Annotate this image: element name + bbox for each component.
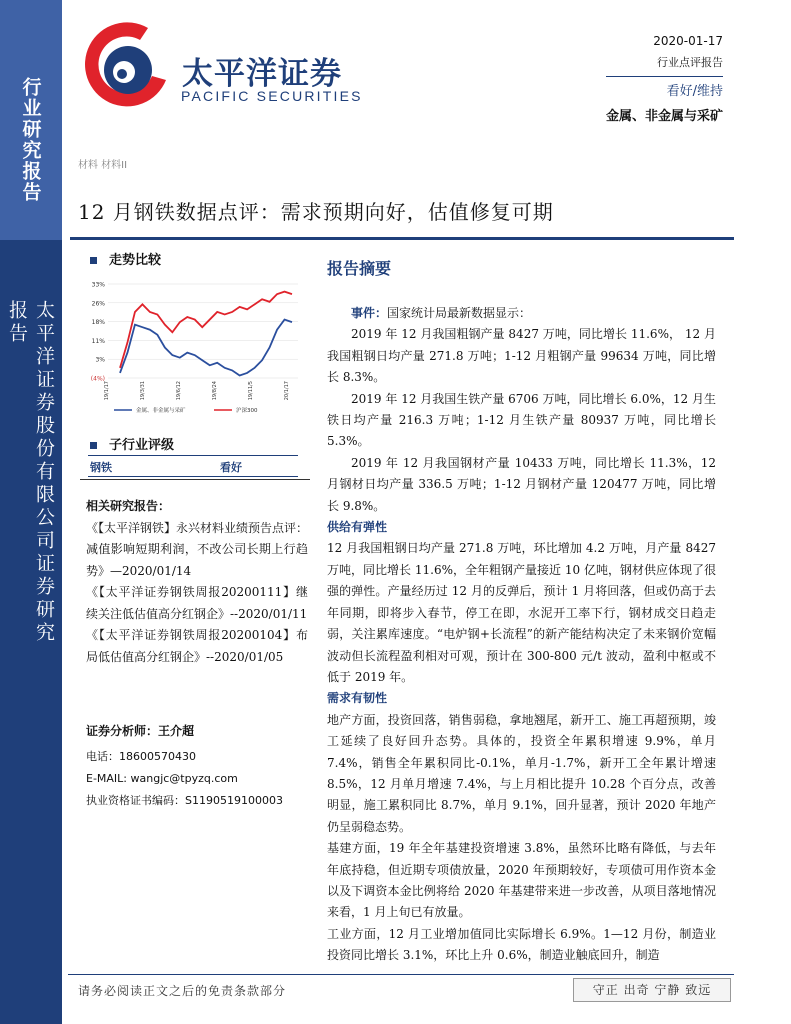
x-tick-label: 19/8/24 [212,381,218,401]
y-tick-label: 18% [91,319,105,327]
sub-industry-heading: 子行业评级 [90,434,174,453]
pacific-securities-logo [78,18,174,114]
square-bullet-icon [90,257,97,264]
steel-products-paragraph: 2019 年 12 月我国钢材产量 10433 万吨，同比增长 11.3%，12 月钢材日均产量 336.5 万吨；1-12 月钢材产量 120477 万吨，同比增长 9.8%。 [327,455,716,513]
related-report-item[interactable]: 《【太平洋证券钢铁周报20200111】继续关注低估值高分红钢企》--2020/01/11 [86,585,308,621]
report-title: 12 月钢铁数据点评：需求预期向好，估值修复可期 [78,200,554,224]
sub-industry-row [88,455,298,477]
company-vertical: 太平洋证券股份有限公司证券研究报告 [6,300,55,645]
analyst-info [86,720,308,812]
trend-chart [84,276,304,421]
y-tick-label: 26% [91,300,105,308]
infrastructure-paragraph: 基建方面，19 年全年基建投资增速 3.8%，虽然环比略有降低，与去年年底持稳，但近期专项债放量，2020 年预期较好，专项债可用作资本金以及下调资本金比例将给 2020 年基建带来进一步改善，从项目落地情况来看，1 月上旬已有放量。 [327,841,716,920]
real-estate-paragraph: 地产方面，投资回落，销售弱稳，拿地翘尾，新开工、施工再超预期，竣工延续了良好回升态势。具体的，投资全年累积增速 9.9%，单月 7.4%，销售全年累积同比-0.1%，单月-1.7%，新开工全年累计增速 8.5%，12 月单月增速 7.4%，与上月相比提升 10.28 个百分点，改善明显，施工累积同比 8.7%，单月 9.1%，回升显著，预计 2020 年地产仍呈弱稳态势。 [327,712,716,834]
supply-paragraph: 12 月我国粗钢日均产量 271.8 万吨，环比增加 4.2 万吨，月产量 8427 万吨，同比增长 11.6%，全年粗钢产量接近 10 亿吨，钢材供应体现了很强的弹性。产量经历过 12 月的反弹后，预计 1 月将回落，但或仍高于去年同期，即将步入春节，停工在即，水泥开工率下行，钢材成交日趋走弱，关注累库速度。“电炉钢+长流程”的新产能结构决定了未来钢价宽幅波动但长流程盈利相对可观，预计在 300-800 元/t 波动，盈利中枢或不低于 2019 年。 [327,541,716,684]
trend-heading: 走势比较 [90,249,161,268]
x-tick-label: 19/11/5 [248,381,254,401]
x-tick-label: 19/3/31 [140,381,146,401]
report-type-vertical: 行业研究报告 [19,77,42,203]
header-meta [606,34,723,124]
left-divider [80,479,310,480]
event-label: 事件： [351,306,388,320]
report-date: 2020-01-17 [653,34,723,48]
y-tick-label: 11% [91,337,105,345]
x-tick-label: 19/6/12 [176,381,182,401]
pig-iron-paragraph: 2019 年 12 月我国生铁产量 6706 万吨，同比增长 6.0%，12 月生铁日均产量 216.3 万吨；1-12 月生铁产量 80937 万吨，同比增长 5.3%。 [327,391,716,449]
industry-paragraph: 工业方面，12 月工业增加值同比实际增长 6.9%。1—12 月份，制造业投资同比增长 3.1%，环比上升 0.6%，制造业触底回升，制造 [327,926,716,963]
footer-divider [68,974,734,975]
report-kind: 行业点评报告 [657,56,723,69]
y-tick-label: (4%) [90,375,105,383]
brand-name-cn: 太平洋证券 [182,56,342,92]
sub-industry-name: 钢铁 [90,461,112,474]
square-bullet-icon [90,442,97,449]
demand-heading: 需求有韧性 [327,691,388,706]
y-tick-label: 3% [95,356,105,364]
summary-heading: 报告摘要 [327,259,392,278]
series-line [120,292,292,368]
related-reports [86,496,308,668]
company-motto: 守正 出奇 宁静 致远 [573,978,731,1002]
title-divider [70,237,734,240]
related-report-item[interactable]: 《【太平洋证券钢铁周报20200104】布局低估值高分红钢企》--2020/01/05 [86,628,308,664]
sub-industry-rating: 看好 [220,461,242,474]
legend-label: 金属、非金属与采矿 [136,408,186,414]
brand-name-en: PACIFIC SECURITIES [181,88,363,104]
industry-rating: 看好/维持 [606,76,723,99]
sector-name: 金属、非金属与采矿 [605,109,723,124]
summary-body [327,303,716,967]
legend-label: 沪深300 [236,408,258,414]
related-report-item[interactable]: 《【太平洋钢铁】永兴材料业绩预告点评：减值影响短期利润，不改公司长期上行趋势》—2020/01/14 [86,520,309,578]
disclaimer-note: 请务必阅读正文之后的免责条款部分 [78,984,287,998]
event-paragraph: 事件：国家统计局最新数据显示： [351,306,532,320]
analyst-license: 执业资格证书编码：S1190519100003 [86,794,283,807]
analyst-phone: 电话：18600570430 [86,750,196,763]
crude-steel-paragraph: 2019 年 12 月我国粗钢产量 8427 万吨，同比增长 11.6%， 12 月我国粗钢日均产量 271.8 万吨；1-12 月粗钢产量 99634 万吨，同比增长 8.3%。 [327,327,716,385]
category-label: 材料 材料II [78,160,128,171]
related-reports-title: 相关研究报告： [86,499,171,513]
series-line [120,320,292,376]
supply-heading: 供给有弹性 [327,520,388,535]
analyst-name: 证券分析师：王介超 [86,724,195,738]
analyst-email[interactable]: E-MAIL: wangjc@tpyzq.com [86,772,238,785]
y-tick-label: 33% [91,281,105,289]
x-tick-label: 20/1/17 [284,381,290,401]
x-tick-label: 19/1/17 [104,381,110,401]
